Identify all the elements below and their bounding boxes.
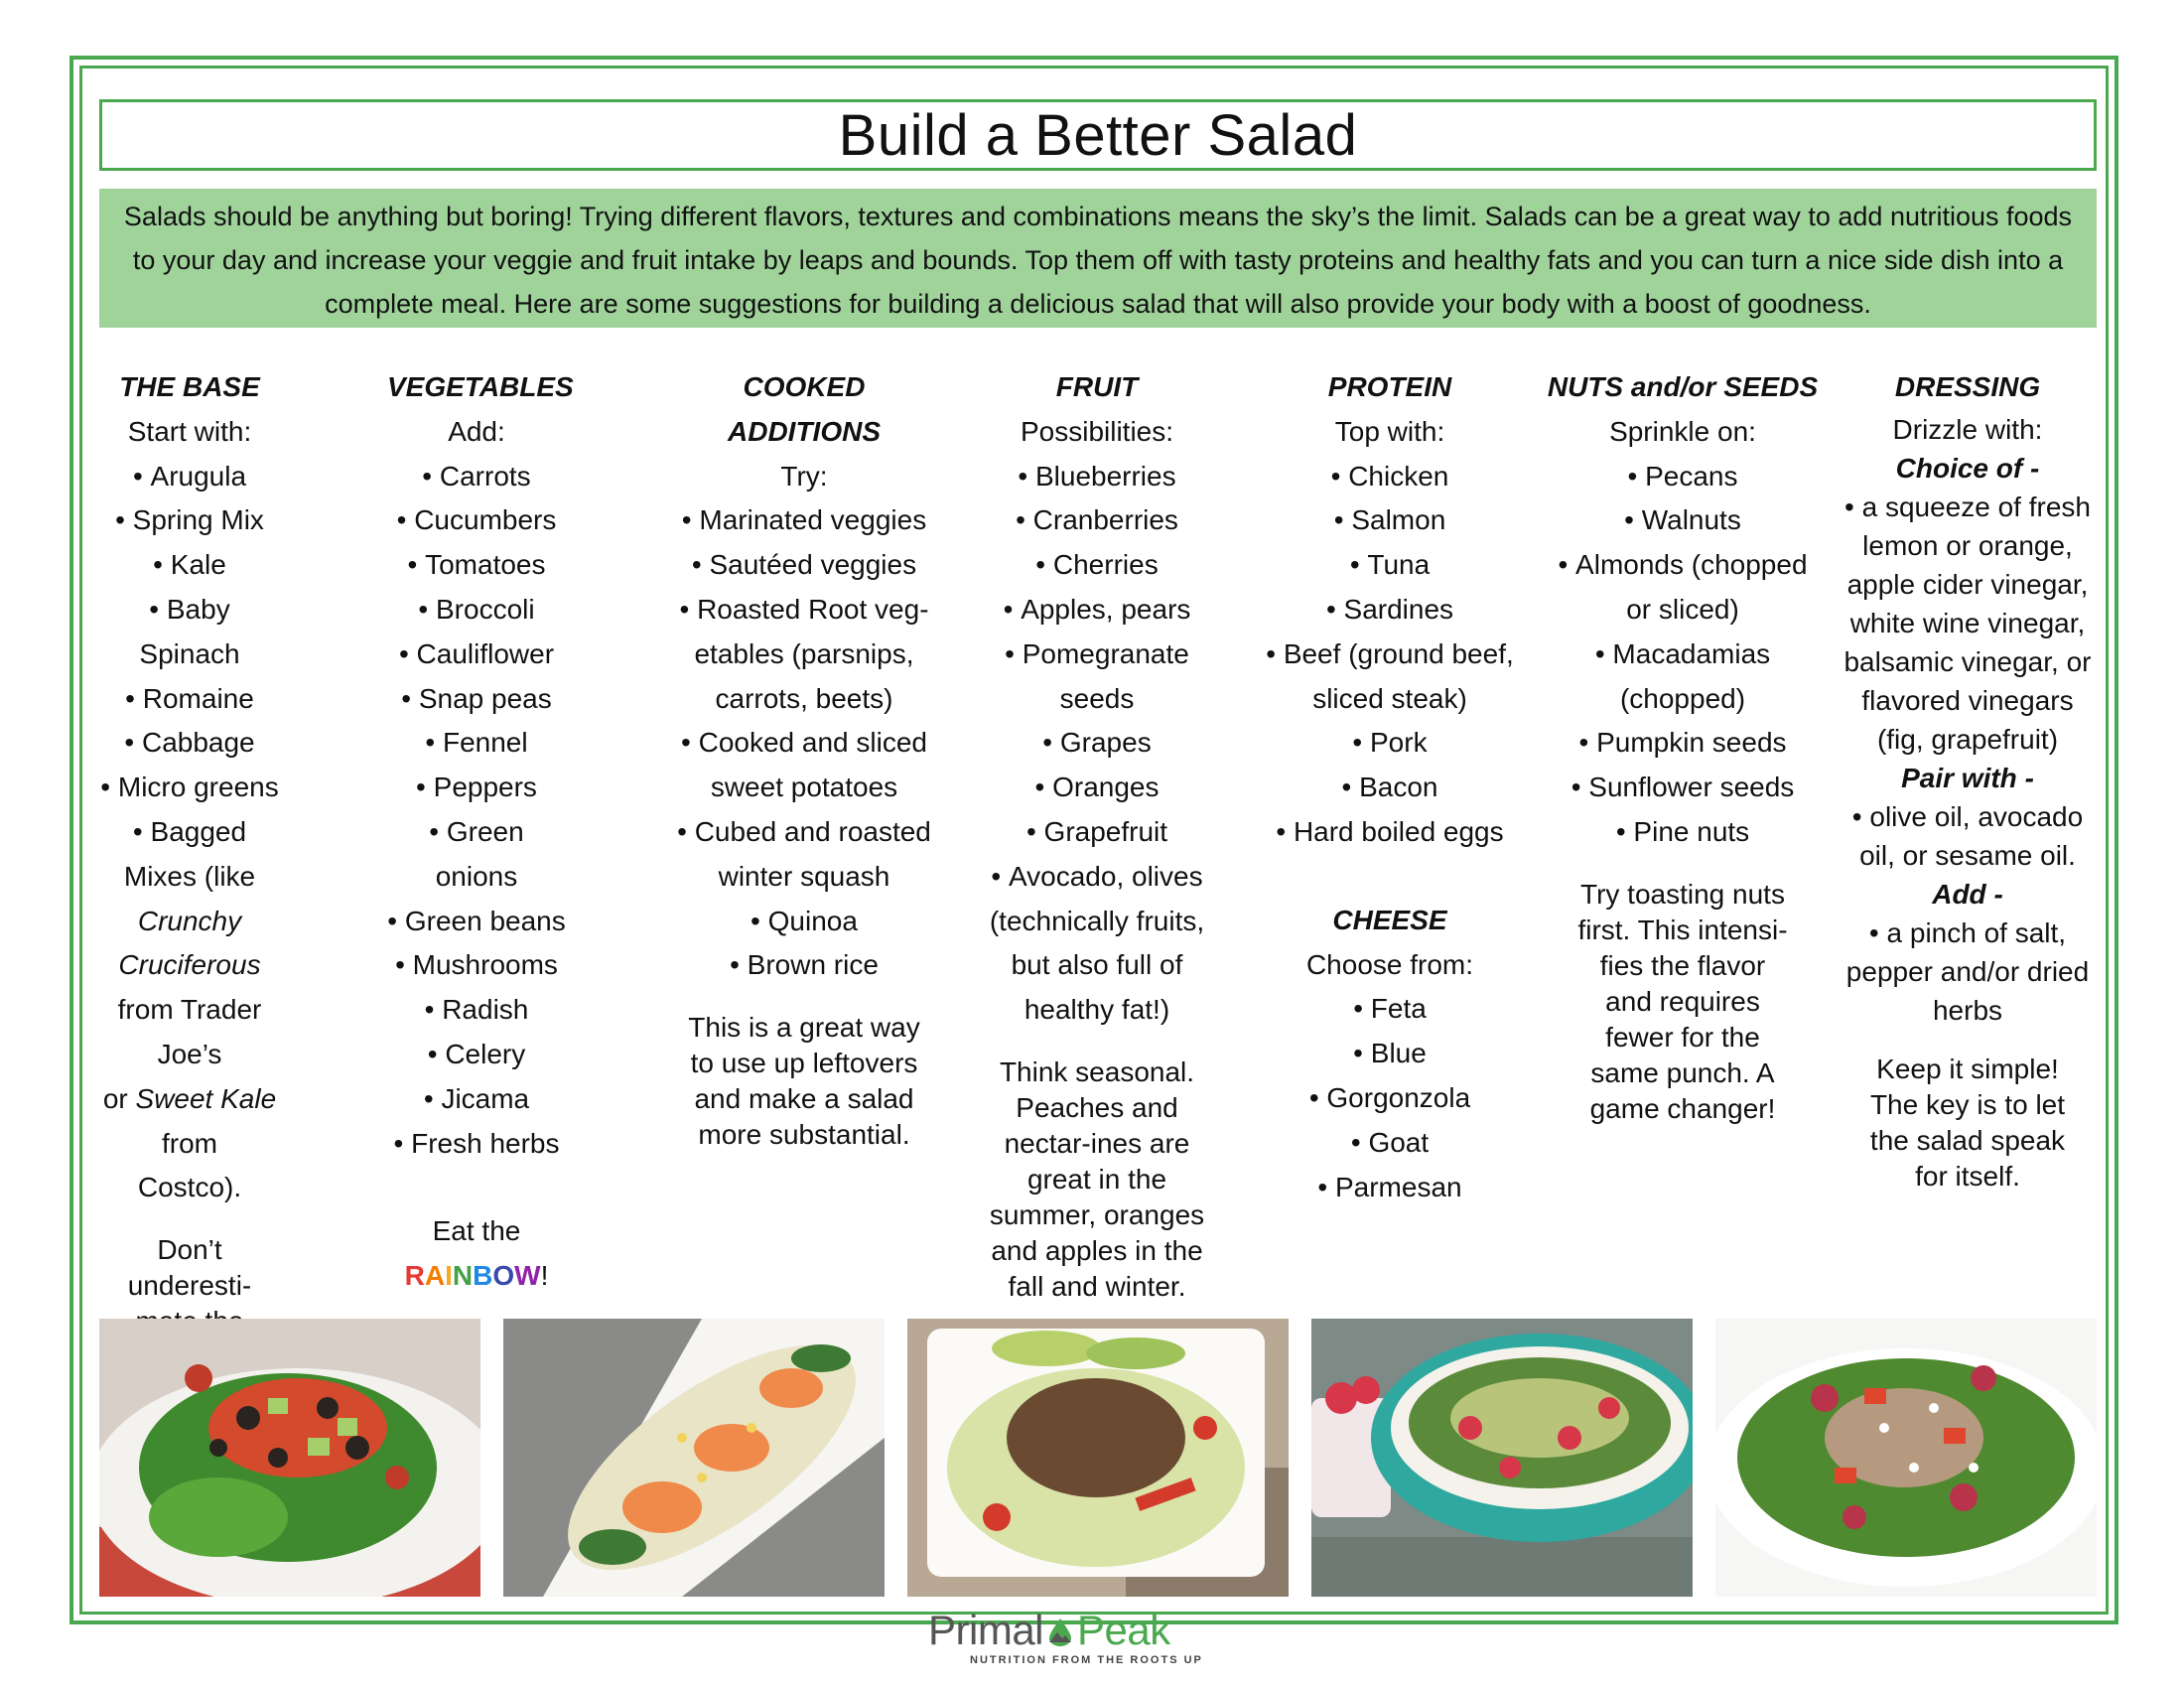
salad-photo-4 [1311,1319,1693,1597]
vegetables-item: • Celery [387,1033,566,1077]
primal-peak-logo [928,1607,1286,1666]
vegetables-note-suffix: ! [540,1260,549,1292]
rainbow-letter: R [404,1260,425,1292]
vegetables-item: • Peppers [387,766,566,810]
cooked-lead: Try: [780,460,828,492]
cooked-item: • Brown rice [665,943,943,988]
base-bagged-line: Costco). [137,1172,242,1203]
nuts-item: • Almonds (chopped [1544,543,1822,588]
vegetables-item: • Carrots [387,455,566,499]
cheese-item: • Feta [1251,987,1529,1032]
dressing-add-text: • a pinch of salt, pepper and/or dried herbs [1839,914,2097,1030]
dressing-note: Keep it simple! The key is to let the salad speak for itself. [1869,1053,2066,1192]
cheese-item: • Parmesan [1251,1166,1529,1210]
cooked-item: • Roasted Root veg- [665,588,943,633]
fruit-item: • Cranberries [973,498,1221,543]
protein-item: • Pork [1251,721,1529,766]
salad-photo-4-image [1311,1319,1693,1597]
protein-heading: PROTEIN [1327,371,1452,402]
nuts-heading: NUTS and/or SEEDS [1547,371,1819,402]
base-item-bagged: • Bagged Mixes (like [99,810,280,900]
rainbow-letter: A [424,1260,446,1292]
dressing-lead: Drizzle with: [1892,413,2043,445]
rainbow-letter: O [492,1260,515,1292]
fruit-item: • Oranges [973,766,1221,810]
vegetables-lead: Add: [448,415,505,447]
dressing-choice-text: • a squeeze of fresh lemon or orange, apple cider vinegar, white wine vinegar, balsamic vinegar, or flavored vinegars (fig, grapefruit) [1839,488,2097,759]
salad-photo-2 [503,1319,885,1597]
column-base [99,365,280,1411]
cooked-item-cont: sweet potatoes [710,772,898,803]
rainbow-letter: W [514,1260,541,1292]
fruit-item-cont: (technically fruits, [989,905,1205,936]
fruit-item: • Cherries [973,543,1221,588]
cheese-item: • Gorgonzola [1251,1076,1529,1121]
protein-item: • Salmon [1251,498,1529,543]
vegetables-note-prefix: Eat the [432,1215,521,1247]
fruit-item: • Grapes [973,721,1221,766]
vegetables-heading: VEGETABLES [387,371,574,402]
vegetables-item: • Green beans [387,900,566,944]
rainbow-word [405,1260,541,1291]
mountain-drop-icon [1043,1617,1077,1646]
nuts-item: • Pine nuts [1544,810,1822,855]
nuts-item: • Macadamias [1544,633,1822,677]
rainbow-letter: N [452,1260,474,1292]
photo-row [99,1319,2097,1597]
base-item: • Arugula [99,455,280,499]
base-item: • Kale [99,543,280,588]
cooked-item-cont: carrots, beets) [715,682,893,714]
vegetables-item: • Cauliflower [387,633,566,677]
fruit-item-cont: but also full of [1011,949,1183,981]
vegetables-item: • Fresh herbs [387,1122,566,1167]
fruit-item: • Apples, pears [973,588,1221,633]
protein-lead: Top with: [1334,415,1445,447]
dressing-pair-label: Pair with - [1901,762,2034,793]
logo-tagline: NUTRITION FROM THE ROOTS UP [970,1654,1203,1666]
salad-photo-5 [1715,1319,2097,1597]
base-item: • Spring Mix [99,498,280,543]
base-bagged-line: Crunchy Cruciferous [118,905,261,981]
salad-photo-5-image [1715,1319,2097,1597]
rainbow-letter: I [445,1260,453,1292]
column-vegetables [387,365,574,1299]
salad-photo-3 [907,1319,1289,1597]
base-lead: Start with: [127,415,252,447]
column-cooked [665,365,943,1153]
protein-item: • Beef (ground beef, [1251,633,1529,677]
cooked-note: This is a great way to use up leftovers and make a salad more substantial. [688,1012,920,1151]
intro-paragraph: Salads should be anything but boring! Trying different flavors, textures and combinations means the sky’s the limit. Salads can be a great way to add nutritious foods to your day and increase your veggie and fruit intake by leaps and bounds. Top them off with tasty proteins and healthy fats and you can turn a nice side dish into a complete meal. Here are some suggestions for building a delicious salad that will also provide your body with a boost of goodness. [99,189,2097,328]
cheese-heading: CHEESE [1332,904,1447,935]
base-heading: THE BASE [119,371,260,402]
fruit-item: • Pomegranate [973,633,1221,677]
column-fruit [973,365,1221,1305]
logo-peak-text: Peak [1077,1607,1170,1653]
fruit-note: Think seasonal. Peaches and nectar-ines are great in the summer, oranges and apples in the fall and winter. [989,1055,1205,1302]
base-bagged-text: or [102,1082,136,1114]
base-item: • Cabbage [99,721,280,766]
vegetables-note [387,1209,566,1299]
dressing-add-label: Add - [1932,878,2003,910]
page-title: Build a Better Salad [838,102,1358,168]
title-box [99,99,2097,171]
column-nuts [1544,365,1822,1127]
vegetables-item: • Radish [387,988,566,1033]
logo-primal-text: Primal [928,1607,1044,1653]
dressing-heading: DRESSING [1894,371,2041,402]
vegetables-item: • Broccoli [387,588,566,633]
dressing-pair-text: • olive oil, avocado oil, or sesame oil. [1839,797,2097,875]
protein-item-cont: sliced steak) [1312,682,1467,714]
vegetables-item: • Jicama [387,1077,566,1122]
cooked-item: • Cubed and roasted [665,810,943,855]
fruit-item-cont: healthy fat!) [1024,994,1170,1026]
protein-item: • Chicken [1251,455,1529,499]
base-bagged-italic: Sweet Kale [135,1082,277,1114]
vegetables-item: • Cucumbers [387,498,566,543]
nuts-item: • Pumpkin seeds [1544,721,1822,766]
protein-item: • Hard boiled eggs [1251,810,1529,855]
nuts-item: • Pecans [1544,455,1822,499]
salad-photo-3-image [907,1319,1289,1597]
column-protein [1251,365,1529,1209]
base-item: • Romaine [99,677,280,722]
column-dressing [1839,365,2097,1195]
nuts-item: • Walnuts [1544,498,1822,543]
vegetables-item: • Snap peas [387,677,566,722]
cooked-item: • Quinoa [665,900,943,944]
protein-item: • Bacon [1251,766,1529,810]
vegetables-item: • Fennel [387,721,566,766]
protein-item: • Tuna [1251,543,1529,588]
nuts-note: Try toasting nuts first. This intensi-fies the flavor and requires fewer for the same punch. A game changer! [1577,878,1788,1124]
dressing-choice-label: Choice of - [1895,452,2040,484]
salad-photo-1 [99,1319,480,1597]
salad-photo-2-image [503,1319,885,1597]
base-item: • Baby Spinach [99,588,280,677]
cooked-heading: COOKED ADDITIONS [728,371,881,447]
base-bagged-line: from Trader Joe’s [117,994,262,1069]
columns [99,365,2097,1302]
cooked-item-cont: etables (parsnips, [694,637,914,669]
vegetables-item: • Mushrooms [387,943,566,988]
cheese-item: • Goat [1251,1121,1529,1166]
fruit-item: • Avocado, olives [973,855,1221,900]
fruit-lead: Possibilities: [1020,415,1174,447]
vegetables-item: • Tomatoes [387,543,566,588]
cooked-item: • Marinated veggies [665,498,943,543]
rainbow-letter: B [473,1260,493,1292]
fruit-item: • Blueberries [973,455,1221,499]
vegetables-item: • Green onions [387,810,566,900]
nuts-lead: Sprinkle on: [1609,415,1756,447]
fruit-item-cont: seeds [1059,682,1135,714]
cooked-item: • Sautéed veggies [665,543,943,588]
protein-item: • Sardines [1251,588,1529,633]
cooked-item-cont: winter squash [718,860,890,892]
cheese-item: • Blue [1251,1032,1529,1076]
base-bagged-line [99,1077,280,1167]
base-bagged-text: from [162,1127,217,1159]
cooked-item: • Cooked and sliced [665,721,943,766]
fruit-item: • Grapefruit [973,810,1221,855]
base-item: • Micro greens [99,766,280,810]
nuts-item: • Sunflower seeds [1544,766,1822,810]
fruit-heading: FRUIT [1055,371,1139,402]
cheese-lead: Choose from: [1305,948,1474,980]
nuts-item-cont: or sliced) [1626,593,1739,625]
base-note: Don’t underesti- [127,1234,252,1302]
salad-photo-1-image [99,1319,480,1597]
nuts-item-cont: (chopped) [1619,682,1746,714]
